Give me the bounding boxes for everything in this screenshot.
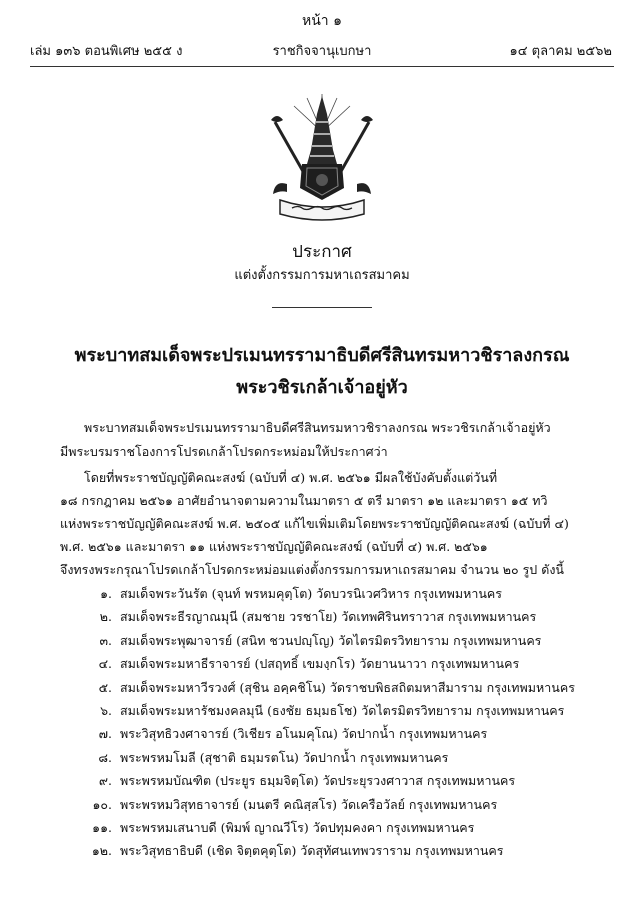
member-entry: พระพรหมบัณฑิต (ประยูร ธมฺมจิตฺโต) วัดประยุรวงศาวาส กรุงเทพมหานคร [120,773,516,789]
member-entry: พระพรหมโมลี (สุชาติ ธมฺมรตโน) วัดปากน้ำ กรุงเทพมหานคร [120,749,449,765]
item-number: ๑๒. [91,843,112,859]
paragraph-1-line-1: พระบาทสมเด็จพระปรเมนทรรามาธิบดีศรีสินทรมหาวชิราลงกรณ พระวชิรเกล้าเจ้าอยู่หัว [84,420,551,435]
paragraph-2-line-5: จึงทรงพระกรุณาโปรดเกล้าโปรดกระหม่อมแต่งตั้งกรรมการมหาเถรสมาคม จำนวน ๒๐ รูป ดังนี้ [60,562,564,577]
king-name-line-1: พระบาทสมเด็จพระปรเมนทรรามาธิบดีศรีสินทรมหาวชิราลงกรณ [74,345,570,366]
publish-date: ๑๔ ตุลาคม ๒๕๖๒ [509,44,612,59]
member-entry: สมเด็จพระมหาธีราจารย์ (ปสฤทธิ์ เขมงฺกโร) วัดยานนาวา กรุงเทพมหานคร [120,656,520,672]
member-entry: สมเด็จพระธีรญาณมุนี (สมชาย วรชาโย) วัดเทพศิรินทราวาส กรุงเทพมหานคร [120,609,537,625]
item-number: ๘. [98,749,112,765]
member-entry: สมเด็จพระวันรัต (จุนท์ พรหมคุตฺโต) วัดบวรนิเวศวิหาร กรุงเทพมหานคร [120,586,502,601]
item-number: ๑. [100,586,112,601]
list-item [60,769,620,792]
member-entry: พระพรหมวิสุทธาจารย์ (มนตรี คณิสฺสโร) วัดเครือวัลย์ กรุงเทพมหานคร [120,796,498,812]
item-number: ๒. [99,609,112,625]
member-entry: สมเด็จพระมหาวีรวงศ์ (สุชิน อคฺคชิโน) วัดราชบพิธสถิตมหาสีมาราม กรุงเทพมหานคร [120,679,575,695]
paragraph-2-line-3: แห่งพระราชบัญญัติคณะสงฆ์ พ.ศ. ๒๕๐๕ แก้ไขเพิ่มเติมโดยพระราชบัญญัติคณะสงฆ์ (ฉบับที่ ๔) [60,516,569,531]
list-item [60,605,620,628]
item-number: ๕. [98,679,112,695]
list-item [60,629,620,652]
list-item [60,839,620,862]
paragraph-2-line-2: ๑๘ กรกฎาคม ๒๕๖๑ อาศัยอำนาจตามความในมาตรา ๕ ตรี มาตรา ๑๒ และมาตรา ๑๕ ทวิ [60,493,548,508]
king-name-line-2: พระวชิรเกล้าเจ้าอยู่หัว [236,377,408,398]
gazette-name: ราชกิจจานุเบกษา [272,44,372,59]
item-number: ๓. [99,632,112,648]
member-list [60,582,620,863]
paragraph-1-line-2: มีพระบรมราชโองการโปรดเกล้าโปรดกระหม่อมให้ประกาศว่า [60,444,388,459]
member-entry: สมเด็จพระมหารัชมงคลมุนี (ธงชัย ธมฺมธโช) วัดไตรมิตรวิทยาราม กรุงเทพมหานคร [120,702,565,718]
member-entry: พระวิสุทธิวงศาจารย์ (วิเชียร อโนมคุโณ) วัดปากน้ำ กรุงเทพมหานคร [120,726,488,742]
item-number: ๖. [100,702,112,718]
royal-emblem-icon [247,92,397,222]
list-item [60,793,620,816]
announcement-title: ประกาศ [292,242,352,262]
header-divider [30,66,614,67]
member-entry: พระวิสุทธาธิบดี (เชิด จิตฺตคุตฺโต) วัดสุทัศนเทพวราราม กรุงเทพมหานคร [120,843,504,859]
list-item [60,676,620,699]
list-item [60,582,620,605]
list-item [60,816,620,839]
page-number: หน้า ๑ [302,13,342,29]
paragraph-2-line-4: พ.ศ. ๒๕๖๑ และมาตรา ๑๑ แห่งพระราชบัญญัติคณะสงฆ์ (ฉบับที่ ๔) พ.ศ. ๒๕๖๑ [60,539,488,554]
item-number: ๑๑. [92,819,112,835]
list-item [60,746,620,769]
title-divider [272,307,372,308]
paragraph-2-line-1: โดยที่พระราชบัญญัติคณะสงฆ์ (ฉบับที่ ๔) พ.ศ. ๒๕๖๑ มีผลใช้บังคับตั้งแต่วันที่ [84,470,498,485]
list-item [60,652,620,675]
announcement-subtitle: แต่งตั้งกรรมการมหาเถรสมาคม [234,268,410,283]
list-item [60,699,620,722]
item-number: ๑๐. [92,796,112,812]
item-number: ๗. [98,726,112,742]
member-entry: สมเด็จพระพุฒาจารย์ (สนิท ชวนปญฺโญ) วัดไตรมิตรวิทยาราม กรุงเทพมหานคร [120,632,542,648]
list-item [60,722,620,745]
volume-info: เล่ม ๑๓๖ ตอนพิเศษ ๒๕๕ ง [30,44,183,59]
item-number: ๙. [98,773,112,789]
member-entry: พระพรหมเสนาบดี (พิมพ์ ญาณวีโร) วัดปทุมคงคา กรุงเทพมหานคร [120,819,475,835]
item-number: ๔. [98,656,112,672]
